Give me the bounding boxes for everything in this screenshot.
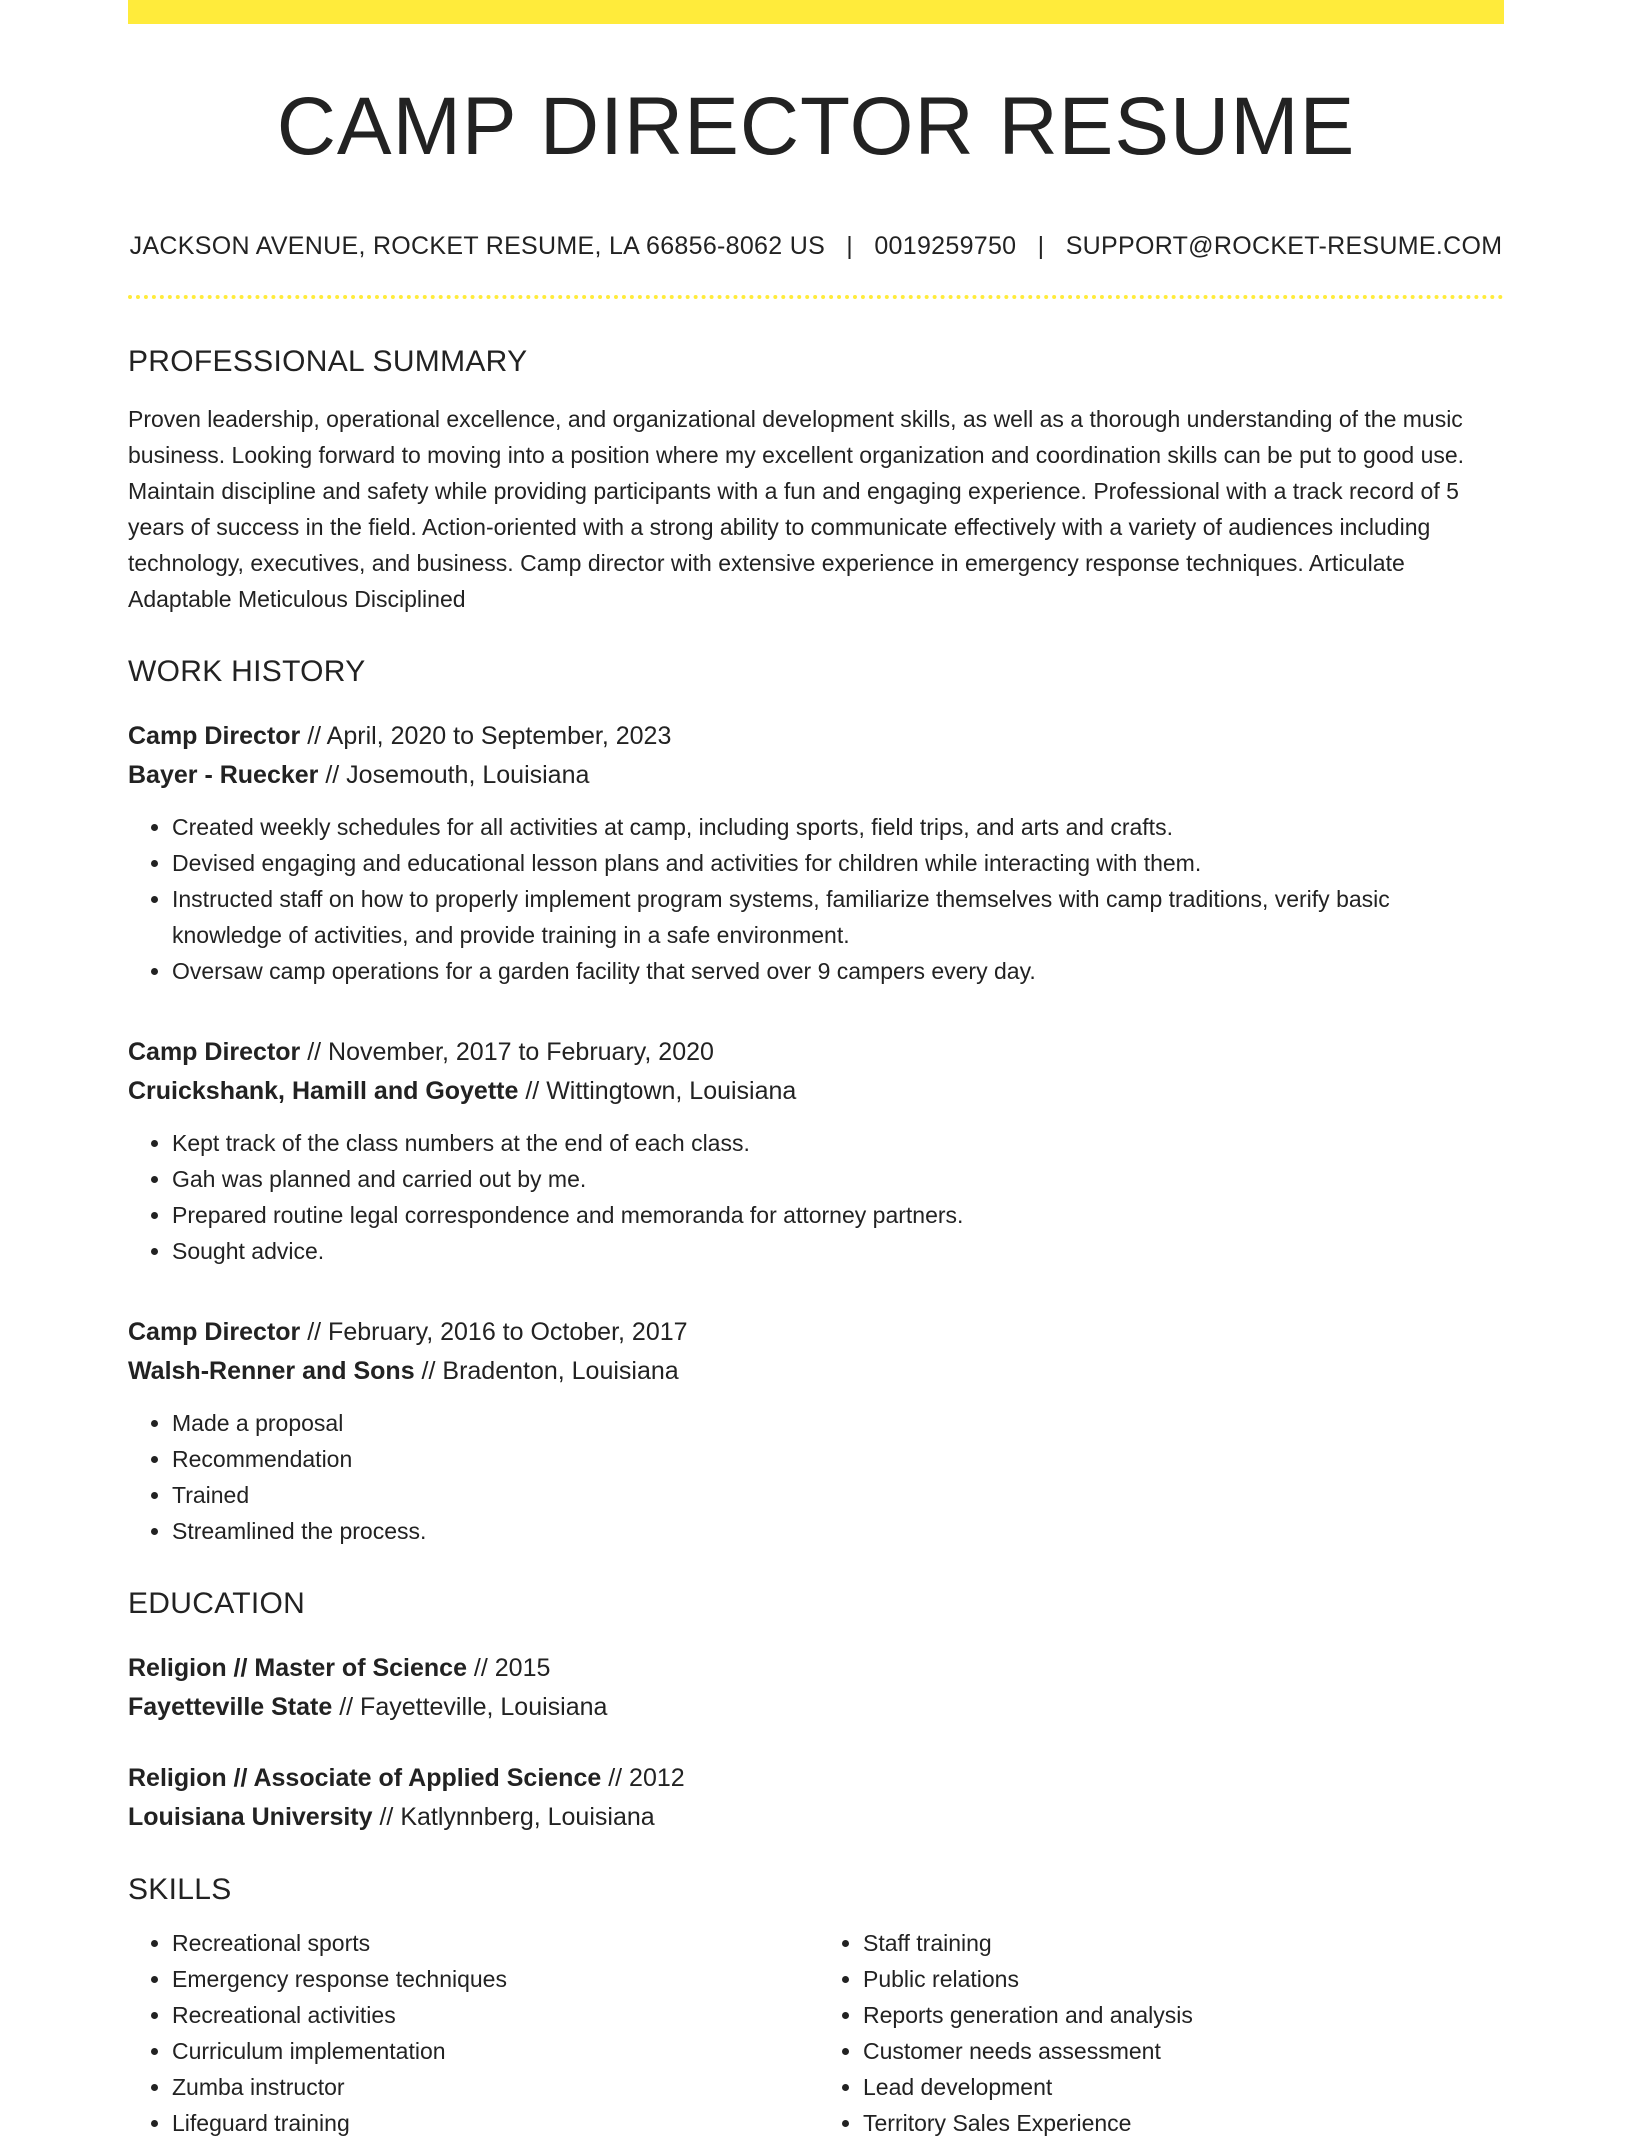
education-year: // 2012 [601,1764,685,1793]
job-company: Bayer - Ruecker [128,761,319,790]
job-entry [128,1033,1504,1269]
job-bullet: • Trained [172,1477,1504,1513]
contact-email: SUPPORT@ROCKET-RESUME.COM [1065,232,1503,261]
skills-list-left [128,1925,813,2141]
skill-item: • Staff training [863,1925,1504,1961]
job-company-line [128,756,1504,795]
top-accent-bar [128,0,1504,24]
job-title-line [128,1033,1504,1072]
skills-heading: SKILLS [128,1873,232,1907]
skill-item: • Emergency response techniques [172,1961,813,1997]
contact-address: JACKSON AVENUE, ROCKET RESUME, LA 66856-8062 US [129,232,826,261]
education-degree: Religion // Master of Science [128,1654,467,1683]
job-location: // Wittingtown, Louisiana [518,1077,797,1106]
job-bullet: • Kept track of the class numbers at the end of each class. [172,1125,1504,1161]
job-company: Cruickshank, Hamill and Goyette [128,1077,519,1106]
job-bullet: • Made a proposal [172,1405,1504,1441]
education-school-line [128,1798,1504,1837]
education-degree: Religion // Associate of Applied Science [128,1764,602,1793]
job-bullets [128,1405,1504,1549]
education-degree-line [128,1649,1504,1688]
job-company-line [128,1352,1504,1391]
skill-item: • Territory Sales Experience [863,2105,1504,2141]
summary-heading: PROFESSIONAL SUMMARY [128,345,528,379]
work-history-heading: WORK HISTORY [128,655,366,689]
education-degree-line [128,1759,1504,1798]
job-company: Walsh-Renner and Sons [128,1357,415,1386]
contact-phone: 0019259750 [874,232,1017,261]
summary-text: Proven leadership, operational excellence, and organizational development skills, as well as a thorough understanding of the music business. Looking forward to moving into a position where my excellent organization and coordination skills can be put to good use. Maintain discipline and safety while providing participants with a fun and engaging experience. Professional with a track record of 5 years of success in the field. Action-oriented with a strong ability to communicate effectively with a variety of audiences including technology, executives, and business. Camp director with extensive experience in emergency response techniques. Articulate Adaptable Meticulous Disciplined [128,406,1465,613]
job-title: Camp Director [128,1038,301,1067]
resume-page [128,0,1504,2141]
job-bullet: • Sought advice. [172,1233,1504,1269]
job-bullet: • Prepared routine legal correspondence and memoranda for attorney partners. [172,1197,1504,1233]
skills-columns [128,1925,1504,2141]
job-title-line [128,1313,1504,1352]
contact-separator: | [846,232,854,261]
job-company-line [128,1072,1504,1111]
skill-item: • Recreational sports [172,1925,813,1961]
education-school-line [128,1688,1504,1727]
education-school: Louisiana University [128,1803,373,1832]
skill-item: • Reports generation and analysis [863,1997,1504,2033]
education-school: Fayetteville State [128,1693,333,1722]
skill-item: • Curriculum implementation [172,2033,813,2069]
job-bullet: • Instructed staff on how to properly implement program systems, familiarize themselves with camp traditions, verify basic knowledge of activities, and provide training in a safe environment. [172,881,1504,953]
job-bullet: • Created weekly schedules for all activities at camp, including sports, field trips, and arts and crafts. [172,809,1504,845]
job-title: Camp Director [128,722,301,751]
skill-item: • Lifeguard training [172,2105,813,2141]
dotted-divider [128,295,1504,299]
job-title-line [128,717,1504,756]
job-entry [128,1313,1504,1549]
resume-title: CAMP DIRECTOR RESUME [276,81,1356,172]
contact-line [128,232,1504,261]
skill-item: • Customer needs assessment [863,2033,1504,2069]
job-bullet: • Recommendation [172,1441,1504,1477]
job-location: // Bradenton, Louisiana [414,1357,679,1386]
job-location: // Josemouth, Louisiana [318,761,590,790]
job-bullet: • Oversaw camp operations for a garden facility that served over 9 campers every day. [172,953,1504,989]
education-entry [128,1649,1504,1727]
job-dates: // February, 2016 to October, 2017 [300,1318,688,1347]
education-year: // 2015 [466,1654,551,1683]
skill-item: • Recreational activities [172,1997,813,2033]
job-bullets [128,809,1504,989]
job-bullets [128,1125,1504,1269]
education-location: // Katlynnberg, Louisiana [372,1803,655,1832]
skill-item: • Public relations [863,1961,1504,1997]
skill-item: • Zumba instructor [172,2069,813,2105]
job-title: Camp Director [128,1318,301,1347]
job-entry [128,717,1504,989]
skill-item: • Lead development [863,2069,1504,2105]
job-dates: // November, 2017 to February, 2020 [300,1038,714,1067]
education-location: // Fayetteville, Louisiana [332,1693,608,1722]
job-dates: // April, 2020 to September, 2023 [300,722,672,751]
job-bullet: • Streamlined the process. [172,1513,1504,1549]
job-bullet: • Devised engaging and educational lesson plans and activities for children while interacting with them. [172,845,1504,881]
skills-list-right [813,1925,1504,2141]
education-heading: EDUCATION [128,1587,306,1621]
job-bullet: • Gah was planned and carried out by me. [172,1161,1504,1197]
contact-separator: | [1037,232,1045,261]
education-entry [128,1759,1504,1837]
